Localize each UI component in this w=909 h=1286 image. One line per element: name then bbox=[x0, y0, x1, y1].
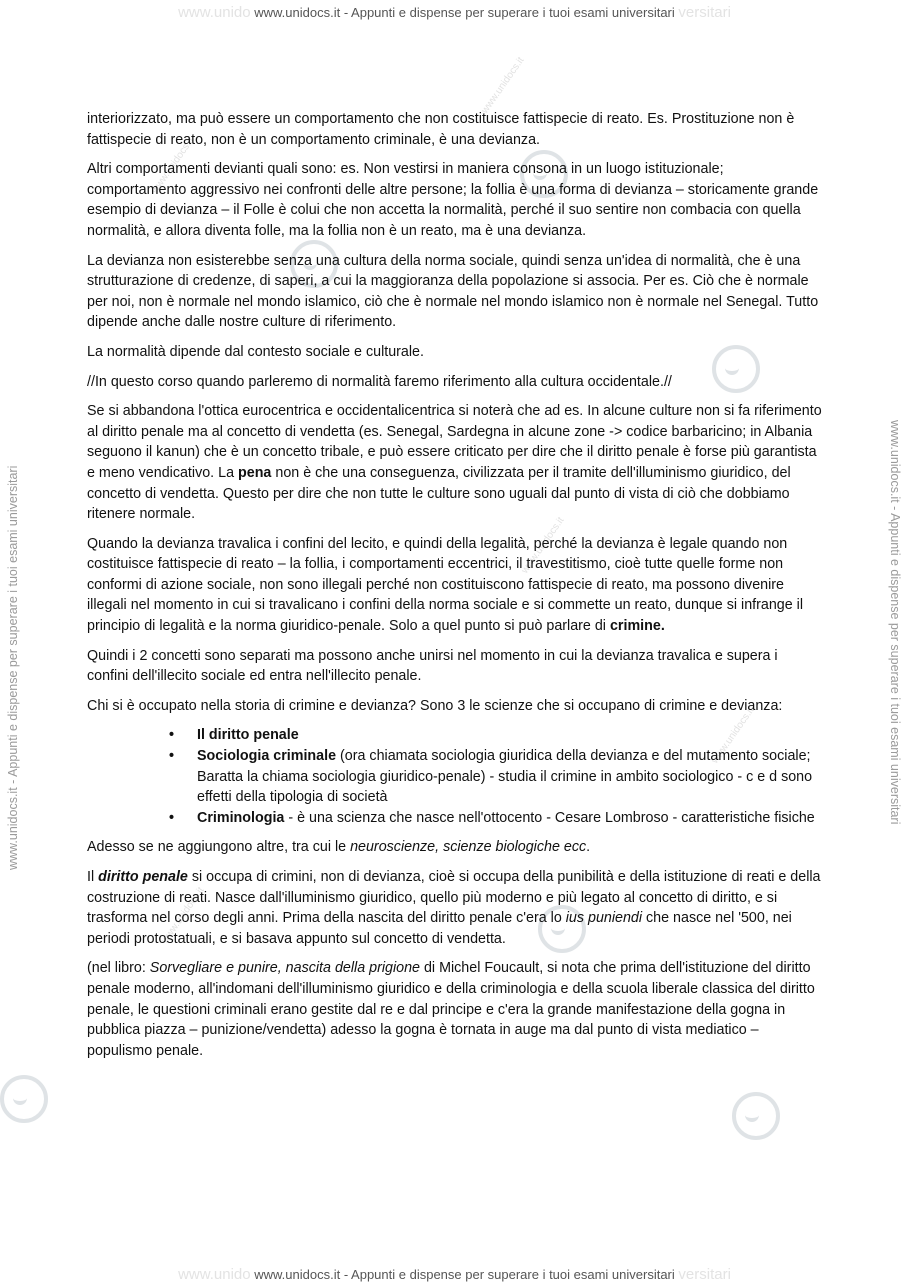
paragraph bbox=[87, 534, 822, 637]
paragraph: Altri comportamenti devianti quali sono: es. Non vestirsi in maniera consona in un luogo istituzionale; comportamento aggressivo nei confronti delle altre persone; la follia è una forma di devianza – storicamente grande esempio di devianza – il Folle è colui che non accetta la normalità, perché il suo sentire non combacia con quella normalità, e allora diventa folle, ma la follia non è un reato, ma è una devianza. bbox=[87, 161, 819, 239]
bold-italic-term bbox=[98, 869, 188, 885]
watermark-diagonal: www.unidocs.it bbox=[519, 515, 567, 576]
paragraph bbox=[87, 837, 822, 858]
text-run: che nasce nel '500, nei periodi protostatuali, e si basava appunto sul concetto di vendetta. bbox=[87, 910, 792, 947]
list-item bbox=[197, 808, 822, 829]
watermark-header-text: www.unidocs.it - Appunti e dispense per superare i tuoi esami universitari bbox=[254, 5, 675, 20]
book-title: Sorvegliare e punire, nascita della prigione bbox=[149, 960, 420, 977]
paragraph bbox=[87, 867, 822, 949]
italic-term: diritto penale bbox=[98, 869, 188, 885]
paragraph: La devianza non esisterebbe senza una cultura della norma sociale, quindi senza un'idea di normalità, che è una strutturazione di credenze, di saperi, a cui la maggioranza della popolazione si associa. Per es. Ciò che è normale per noi, non è normale nel mondo islamico, ciò che è normale nel mondo islamico non è normale nel Senegal. Tutto dipende anche dalle nostre culture di riferimento. bbox=[87, 252, 819, 331]
text-run: (nel libro: bbox=[87, 960, 150, 977]
list-text: - è una scienza che nasce nell'ottocento - Cesare Lombroso - caratteristiche fisiche bbox=[284, 809, 815, 826]
unidocs-logo-icon bbox=[732, 1092, 780, 1140]
watermark-diagonal: www.unidocs.it bbox=[479, 55, 527, 116]
paragraph: Chi si è occupato nella storia di crimine e devianza? Sono 3 le scienze che si occupano di crimine e devianza: bbox=[87, 697, 783, 714]
paragraph: La normalità dipende dal contesto sociale e culturale. bbox=[87, 343, 424, 360]
watermark-side-right: www.unidocs.it - Appunti e dispense per superare i tuoi esami universitari bbox=[888, 420, 902, 825]
text-run: Quando la devianza travalica i confini del lecito, e quindi della legalità, perché la devianza è legale quando non costituisce fattispecie di reato – la follia, i comportamenti eccentrici, il travestitismo, cioè tutte quelle forme non conformi di azione sociale, non sono illegali perché non costituiscono fattispecie di reato, ma possono divenire illegali nel momento in cui si travalicano i confini della norma sociale e si commette un reato, dunque si infrange il principio di legalità e la norma giuridico-penale. Solo a quel punto si può parlare di bbox=[87, 535, 804, 635]
watermark-ghost-left: www.unido bbox=[178, 1266, 251, 1283]
document-body bbox=[87, 109, 822, 1070]
text-run: Se si abbandona l'ottica eurocentrica e occidentalicentrica si noterà che ad es. In alcune culture non si fa riferimento al diritto penale ma al concetto di vendetta (es. Senegal, Sardegna in alcune zone -> codice barbaricino; in Albania seguono il kanun) che è un concetto tribale, e può essere criticato per dire che il diritto penale è forse più garantista e meno vendicativo. La bbox=[87, 403, 822, 481]
paragraph: Quindi i 2 concetti sono separati ma possono anche unirsi nel momento in cui la devianza travalica e supera i confini dell'illecito sociale ed entra nell'illecito penale. bbox=[87, 647, 778, 685]
text-run: si occupa di crimini, non di devianza, cioè si occupa della punibilità e della istituzione di reati e della costruzione di reati. Nasce dall'illuminismo giuridico, quello più moderno e più legato al concetto di diritto, e si trasforma nel corso degli anni. Prima della nascita del diritto penale c'era lo bbox=[87, 869, 821, 927]
watermark-ghost-right: versitari bbox=[678, 4, 731, 21]
text-run: . bbox=[586, 839, 591, 856]
watermark-diagonal: www.unidocs.it bbox=[159, 885, 207, 946]
bold-term: crimine. bbox=[609, 618, 665, 635]
italic-term: ius puniendi bbox=[565, 910, 643, 927]
paragraph: //In questo corso quando parleremo di normalità faremo riferimento alla cultura occidentale.// bbox=[87, 373, 672, 390]
text-run: Il bbox=[87, 869, 99, 885]
watermark-ghost-right: versitari bbox=[678, 1266, 731, 1283]
list-item bbox=[197, 725, 822, 746]
watermark-diagonal: www.unidocs.it bbox=[709, 705, 757, 766]
text-run: non è che una conseguenza, civilizzata per il tramite dell'illuminismo giuridico, del concetto di vendetta. Questo per dire che non tutte le culture sono uguali dal punto di vista di ciò che dobbiamo ritenere normale. bbox=[87, 464, 791, 523]
bold-term: pena bbox=[238, 464, 272, 481]
watermark-diagonal: www.unidocs.it bbox=[149, 135, 197, 196]
list-text: (ora chiamata sociologia giuridica della devianza e del mutamento sociale; Baratta la chiama sociologia giuridico-penale) - studia il crimine in ambito sociologico - c e d sono effetti della tipologia di società bbox=[197, 748, 813, 806]
watermark-header bbox=[0, 4, 909, 21]
list-term: Sociologia criminale bbox=[197, 748, 337, 765]
paragraph: interiorizzato, ma può essere un comportamento che non costituisce fattispecie di reato. Es. Prostituzione non è fattispecie di reato, non è un comportamento criminale, è una devianza. bbox=[87, 111, 795, 148]
list-item bbox=[197, 746, 822, 808]
text-run: di Michel Foucault, si nota che prima dell'istituzione del diritto penale moderno, all'indomani dell'illuminismo giuridico e della criminologia e della scuola liberale classica del diritto penale, le questioni criminali erano gestite dal re e dal principe e c'era la grande manifestazione della gogna in pubblica piazza – punizione/vendetta) adesso la gogna è tornata in auge ma dal punto di vista mediatico – populismo penale. bbox=[87, 960, 815, 1059]
watermark-ghost-left: www.unido bbox=[178, 4, 251, 21]
unidocs-logo-icon bbox=[0, 1075, 48, 1123]
list-term: Criminologia bbox=[197, 809, 285, 826]
watermark-footer-text: www.unidocs.it - Appunti e dispense per superare i tuoi esami universitari bbox=[254, 1267, 675, 1282]
paragraph bbox=[87, 958, 822, 1061]
watermark-side-left: www.unidocs.it - Appunti e dispense per superare i tuoi esami universitari bbox=[6, 465, 20, 870]
watermark-footer bbox=[0, 1266, 909, 1283]
paragraph bbox=[87, 401, 822, 525]
list-term: Il diritto penale bbox=[197, 727, 299, 744]
sciences-list bbox=[87, 725, 822, 828]
text-run: Adesso se ne aggiungono altre, tra cui le bbox=[87, 839, 351, 856]
italic-term: neuroscienze, scienze biologiche ecc bbox=[350, 839, 587, 856]
